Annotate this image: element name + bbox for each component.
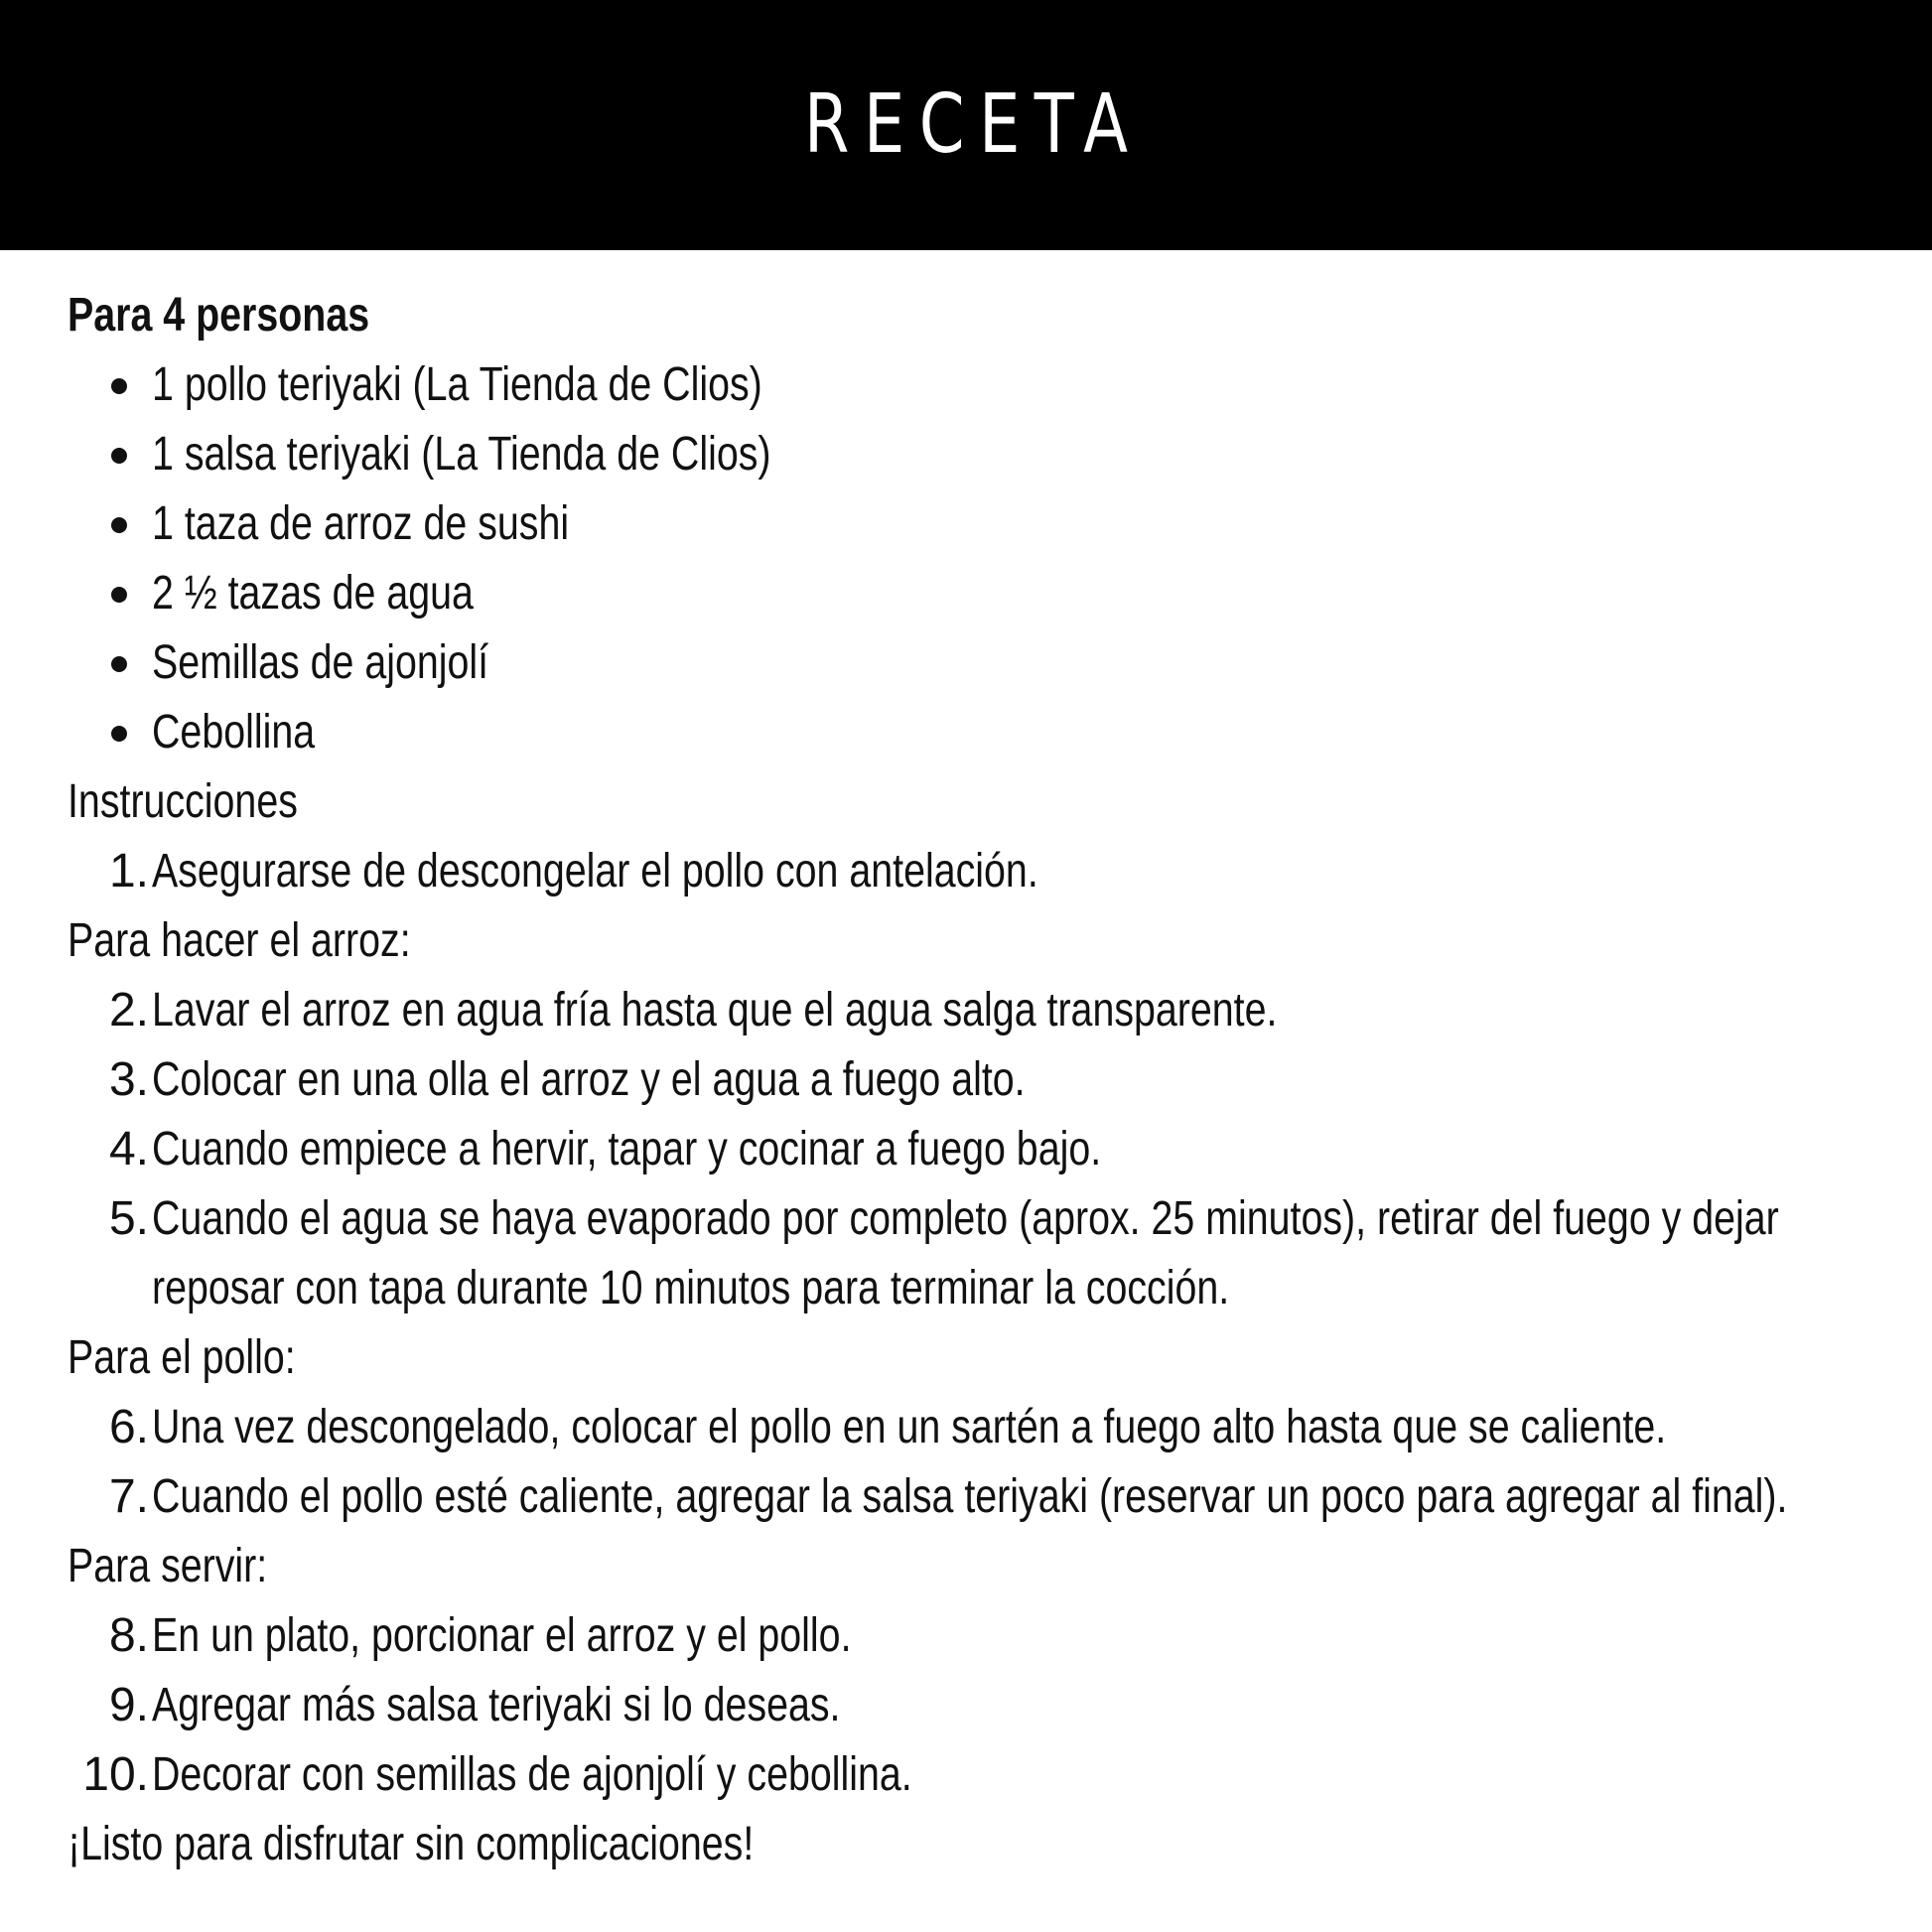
- ingredient-item: [68, 698, 1914, 767]
- step-number: 7.: [108, 1470, 149, 1523]
- serve-heading: Para servir:: [68, 1540, 268, 1592]
- bullet-icon: [111, 448, 127, 464]
- step-number: 3.: [108, 1053, 149, 1106]
- rice-heading: Para hacer el arroz:: [68, 914, 411, 967]
- step-item: [68, 1601, 1914, 1671]
- step-text: Decorar con semillas de ajonjolí y cebollina.: [152, 1748, 912, 1801]
- step-text: Cuando el agua se haya evaporado por completo (aprox. 25 minutos), retirar del fuego y dejar: [152, 1192, 1779, 1245]
- step-number: 4.: [108, 1123, 149, 1175]
- bullet-icon: [111, 656, 127, 672]
- step-number: 9.: [108, 1679, 149, 1731]
- ingredient-text: 1 salsa teriyaki (La Tienda de Clios): [152, 428, 771, 481]
- step-text: Agregar más salsa teriyaki si lo deseas.: [152, 1679, 841, 1731]
- step-item-continuation: [68, 1254, 1914, 1323]
- step-item: [68, 1671, 1914, 1740]
- step-item: [68, 1115, 1914, 1184]
- ingredient-item: [68, 628, 1914, 698]
- ingredient-text: 2 ½ tazas de agua: [152, 567, 474, 620]
- page-title: RECETA: [803, 77, 1143, 172]
- bullet-icon: [111, 517, 127, 533]
- step-item: [68, 1740, 1914, 1810]
- step-text: reposar con tapa durante 10 minutos para terminar la cocción.: [152, 1262, 1230, 1314]
- step-text: Colocar en una olla el arroz y el agua a fuego alto.: [152, 1053, 1026, 1106]
- step-text: Una vez descongelado, colocar el pollo en un sartén a fuego alto hasta que se caliente.: [152, 1401, 1667, 1453]
- bullet-icon: [111, 587, 127, 603]
- step-item: [68, 837, 1914, 906]
- step-number: 8.: [108, 1609, 149, 1662]
- step-item: [68, 1393, 1914, 1462]
- step-number: 5.: [108, 1192, 149, 1245]
- step-item: [68, 976, 1914, 1045]
- bullet-icon: [111, 378, 127, 394]
- recipe-body: [68, 281, 1914, 1879]
- step-item: [68, 1184, 1914, 1254]
- ingredient-text: 1 taza de arroz de sushi: [152, 497, 570, 550]
- ingredient-text: Semillas de ajonjolí: [152, 636, 489, 689]
- step-text: Lavar el arroz en agua fría hasta que el agua salga transparente.: [152, 984, 1278, 1036]
- step-text: En un plato, porcionar el arroz y el pollo.: [152, 1609, 852, 1662]
- step-item: [68, 1045, 1914, 1115]
- step-number: 6.: [108, 1401, 149, 1453]
- step-text: Cuando empiece a hervir, tapar y cocinar a fuego bajo.: [152, 1123, 1102, 1175]
- bullet-icon: [111, 726, 127, 742]
- step-number: 1.: [108, 845, 149, 897]
- ingredient-item: [68, 350, 1914, 420]
- instructions-heading: Instrucciones: [68, 775, 298, 828]
- ingredient-text: Cebollina: [152, 706, 316, 759]
- step-text: Cuando el pollo esté caliente, agregar la salsa teriyaki (reservar un poco para agregar al final).: [152, 1470, 1788, 1523]
- ingredient-item: [68, 489, 1914, 559]
- ingredient-item: [68, 420, 1914, 489]
- step-text: Asegurarse de descongelar el pollo con antelación.: [152, 845, 1038, 897]
- chicken-heading: Para el pollo:: [68, 1331, 296, 1384]
- step-number: 2.: [108, 984, 149, 1036]
- step-number: 10.: [82, 1748, 149, 1801]
- step-item: [68, 1462, 1914, 1532]
- closing-line: ¡Listo para disfrutar sin complicaciones!: [68, 1818, 755, 1870]
- servings-heading: Para 4 personas: [68, 289, 370, 342]
- ingredient-text: 1 pollo teriyaki (La Tienda de Clios): [152, 358, 762, 411]
- ingredient-item: [68, 559, 1914, 628]
